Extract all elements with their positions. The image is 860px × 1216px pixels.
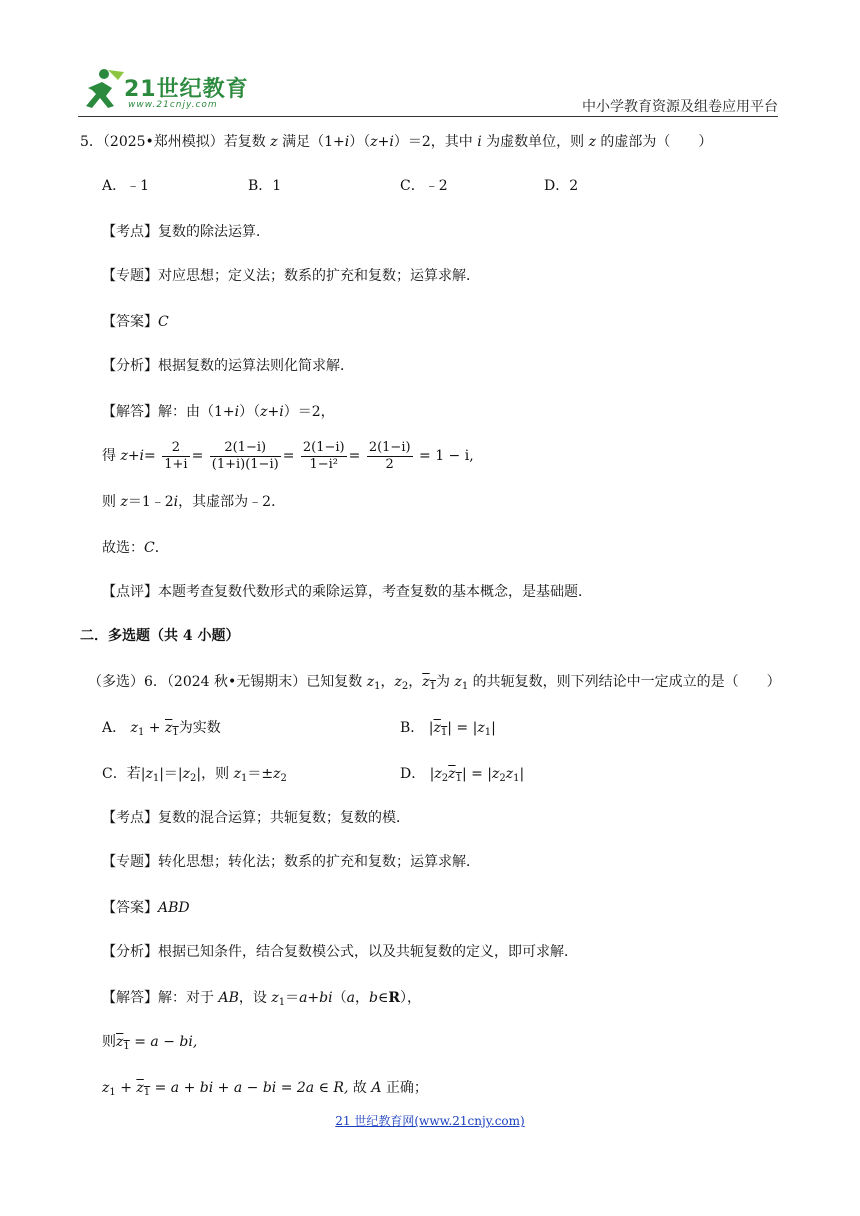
q5-jieda: 【解答】解：由（1+i）（z+i）＝2， bbox=[102, 404, 335, 420]
q6-kaodian: 【考点】复数的混合运算；共轭复数；复数的模． bbox=[102, 810, 410, 826]
footer-link[interactable]: 21 世纪教育网(www.21cnjy.com) bbox=[335, 1114, 525, 1128]
q6-stem: （多选）6．（2024 秋•无锡期末）已知复数 $z_1$，$z_2$，$\overline{z}_1$为 $z_1$ 的共轭复数，则下列结论中一定成立的是（ ） bbox=[88, 674, 781, 692]
q6-option-c: C．若$|z_1|=|z_2|$，则 $z_1=\pm z_2$ bbox=[102, 766, 287, 784]
fraction-1: $\frac{2}{1+i}$ bbox=[164, 439, 188, 472]
header-divider bbox=[78, 116, 778, 117]
q5-fenxi: 【分析】根据复数的运算法则化简求解． bbox=[102, 358, 354, 374]
platform-title: 中小学教育资源及组卷应用平台 bbox=[582, 99, 778, 115]
q5-zhuanti: 【专题】对应思想；定义法；数系的扩充和复数；运算求解． bbox=[102, 268, 480, 284]
q6-option-a: A． $z_1 + \overline{z}_1$为实数 bbox=[102, 720, 221, 738]
q5-dianping: 【点评】本题考查复数代数形式的乘除运算，考查复数的基本概念，是基础题． bbox=[102, 584, 592, 600]
runner-icon bbox=[78, 66, 126, 116]
fraction-4: $\frac{2(1-i)}{2}$ bbox=[368, 439, 411, 472]
q5-stem: 5．（2025•郑州模拟）若复数 z 满足（1+i）（z+i）＝2，其中 i 为虚数单位，则 z 的虚部为（ ） bbox=[80, 134, 713, 150]
section-heading: 二．多选题（共 4 小题） bbox=[80, 628, 240, 644]
q6-fenxi: 【分析】根据已知条件，结合复数模公式，以及共轭复数的定义，即可求解． bbox=[102, 944, 578, 960]
q5-kaodian: 【考点】复数的除法运算． bbox=[102, 224, 270, 240]
q5-option-a: A．﹣1 bbox=[102, 178, 150, 194]
q5-option-b: B．1 bbox=[248, 178, 282, 194]
q5-choose: 故选：C． bbox=[102, 540, 169, 556]
q5-option-d: D．2 bbox=[544, 178, 579, 194]
brand-name: 21世纪教育 bbox=[124, 77, 249, 102]
q6-sum: $z_1 + \overline{z}_1 = a$ + bi + a − bi = 2a ∈ R, 故 A 正确； bbox=[102, 1080, 428, 1098]
q6-option-b: B． $|\overline{z}_1| = |z_1|$ bbox=[400, 720, 496, 738]
page-header bbox=[78, 62, 778, 118]
q5-answer: 【答案】C bbox=[102, 314, 169, 330]
fraction-2: $\frac{2(1-i)}{(1+i)(1-i)}$ bbox=[211, 439, 279, 472]
fraction-3: $\frac{2(1-i)}{\text{1−i²}}$ bbox=[302, 439, 345, 472]
brand-url: www.21cnjy.com bbox=[128, 100, 218, 110]
q5-then: 则 z＝1﹣2i，其虚部为﹣2． bbox=[102, 494, 286, 510]
q6-jieda: 【解答】解：对于 AB，设 $z_1=a+bi(a$，b∈R）， bbox=[102, 990, 421, 1008]
q6-option-d: D． $|z_2\overline{z}_1| = |z_2z_1|$ bbox=[400, 766, 525, 784]
q6-answer: 【答案】ABD bbox=[102, 900, 190, 916]
q6-zhuanti: 【专题】转化思想；转化法；数系的扩充和复数；运算求解． bbox=[102, 854, 480, 870]
q5-option-c: C．﹣2 bbox=[400, 178, 448, 194]
q5-equation-line: 得 z+i= $\frac{2}{1+i}$ = $\frac{2(1-i)}{(1+i)(1-i)}$ = $\frac{2(1-i)}{\text{1−i²}}$ = $\frac{2(1-i)}{2}$ = 1 − i, bbox=[102, 439, 474, 472]
q6-conjugate: 则$\overline{z}_1 = a$ − bi, bbox=[102, 1034, 198, 1052]
